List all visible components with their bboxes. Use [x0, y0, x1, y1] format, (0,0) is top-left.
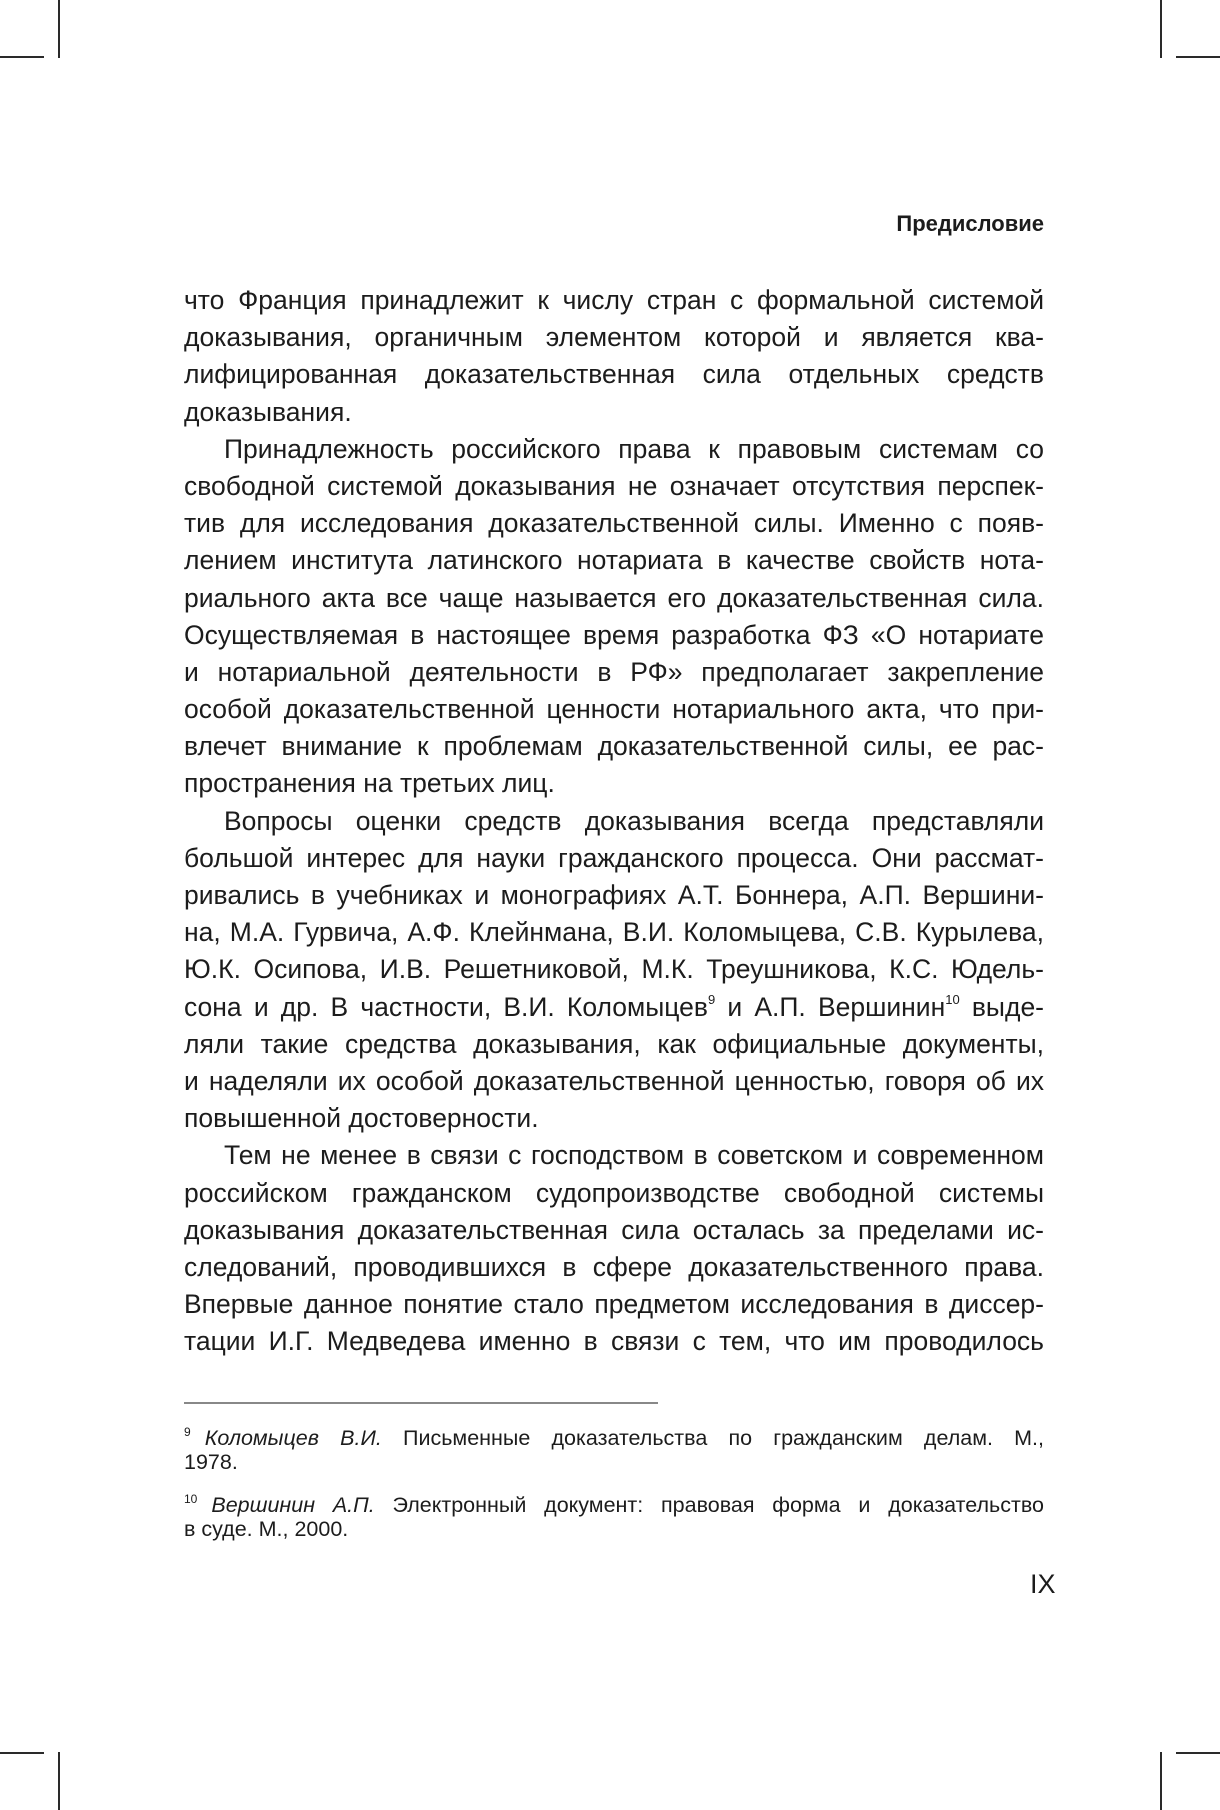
text-line: на, М.А. Гурвича, А.Ф. Клейнмана, В.И. Коломыцева, С.В. Курылева, [184, 917, 1044, 948]
text-line: российском гражданском судопроизводстве свободной системы [184, 1177, 1044, 1208]
crop-mark-bottom-right-vertical [1160, 1752, 1162, 1810]
footnote-text: Электронный документ: правовая форма и доказательство [374, 1493, 1044, 1517]
page-number: IX [1030, 1569, 1056, 1599]
text-line: доказывания, органичным элементом которой и является ква- [184, 322, 1044, 353]
text-line: что Франция принадлежит к числу стран с формальной системой [184, 285, 1044, 315]
paragraph-1 [184, 282, 1044, 431]
text-line: Осуществляемая в настоящее время разработка ФЗ «О нотариате [184, 619, 1044, 650]
footnote-line: в суде. М., 2000. [184, 1517, 349, 1541]
crop-mark-top-left-vertical [58, 0, 60, 58]
text-line: Принадлежность российского права к правовым системам со [224, 433, 1044, 464]
footnotes [184, 1417, 1044, 1551]
paragraph-4 [184, 1137, 1044, 1360]
text-line: свободной системой доказывания не означает отсутствия перспек- [184, 470, 1044, 501]
footnote-9 [184, 1417, 1044, 1477]
footnote-author: Коломыцев В.И. [204, 1426, 382, 1450]
footnote-line: 1978. [184, 1450, 238, 1474]
text-line: лифицированная доказательственная сила отдельных средств [184, 359, 1044, 390]
text-line: и нотариальной деятельности в РФ» предполагает закрепление [184, 656, 1044, 687]
text-line: ривались в учебниках и монографиях А.Т. Боннера, А.П. Вершини- [184, 880, 1044, 910]
footnote-10 [184, 1484, 1044, 1544]
footnote-separator [184, 1402, 658, 1404]
crop-mark-top-right-horizontal [1176, 56, 1220, 58]
crop-mark-bottom-left-horizontal [0, 1752, 44, 1754]
footnote-author: Вершинин А.П. [211, 1493, 375, 1517]
text-line-with-footnote-refs [184, 989, 1044, 1026]
text-line: доказывания доказательственная сила осталась за пределами ис- [184, 1214, 1044, 1245]
footnote-ref-9[interactable]: 9 [708, 991, 716, 1007]
text-segment: выде- [959, 991, 1045, 1022]
text-segment: и А.П. Вершинин [715, 991, 946, 1022]
body-text [184, 282, 1044, 1360]
text-line: Вопросы оценки средств доказывания всегда представляли [224, 805, 1044, 836]
text-line: влечет внимание к проблемам доказательственной силы, ее рас- [184, 731, 1044, 762]
text-line: Впервые данное понятие стало предметом исследования в диссер- [184, 1289, 1044, 1320]
crop-mark-bottom-left-vertical [58, 1752, 60, 1810]
footnote-text: Письменные доказательства по гражданским делам. М., [381, 1426, 1044, 1450]
text-line: пространения на третьих лиц. [184, 768, 555, 799]
paragraph-3 [184, 803, 1044, 1138]
crop-mark-top-right-vertical [1160, 0, 1162, 58]
text-line: доказывания. [184, 396, 352, 427]
text-line: ляли такие средства доказывания, как официальные документы, [184, 1028, 1044, 1059]
footnote-number: 10 [184, 1492, 198, 1506]
text-line: повышенной достоверности. [184, 1103, 539, 1134]
footnote-ref-10[interactable]: 10 [945, 991, 960, 1007]
text-line: риального акта все чаще называется его доказательственная сила. [184, 582, 1044, 613]
text-line: тации И.Г. Медведева именно в связи с тем, что им проводилось [184, 1326, 1044, 1357]
crop-mark-bottom-right-horizontal [1176, 1752, 1220, 1754]
running-header: Предисловие [896, 211, 1044, 236]
text-line: Ю.К. Осипова, И.В. Решетниковой, М.К. Треушникова, К.С. Юдель- [184, 954, 1044, 985]
text-line: особой доказательственной ценности нотариального акта, что при- [184, 694, 1044, 725]
footnote-line [184, 1417, 1044, 1450]
text-line: Тем не менее в связи с господством в советском и современном [224, 1140, 1044, 1171]
crop-mark-top-left-horizontal [0, 56, 44, 58]
text-line: и наделяли их особой доказательственной ценностью, говоря об их [184, 1065, 1044, 1096]
paragraph-2 [184, 431, 1044, 803]
text-line: большой интерес для науки гражданского процесса. Они рассмат- [184, 842, 1044, 873]
footnote-number: 9 [184, 1425, 191, 1439]
text-segment: сона и др. В частности, В.И. Коломыцев [184, 991, 708, 1022]
footnote-line [184, 1484, 1044, 1517]
text-line: следований, проводившихся в сфере доказательственного права. [184, 1251, 1044, 1282]
text-line: лением института латинского нотариата в качестве свойств нота- [184, 545, 1044, 576]
text-line: тив для исследования доказательственной силы. Именно с появ- [184, 508, 1044, 539]
